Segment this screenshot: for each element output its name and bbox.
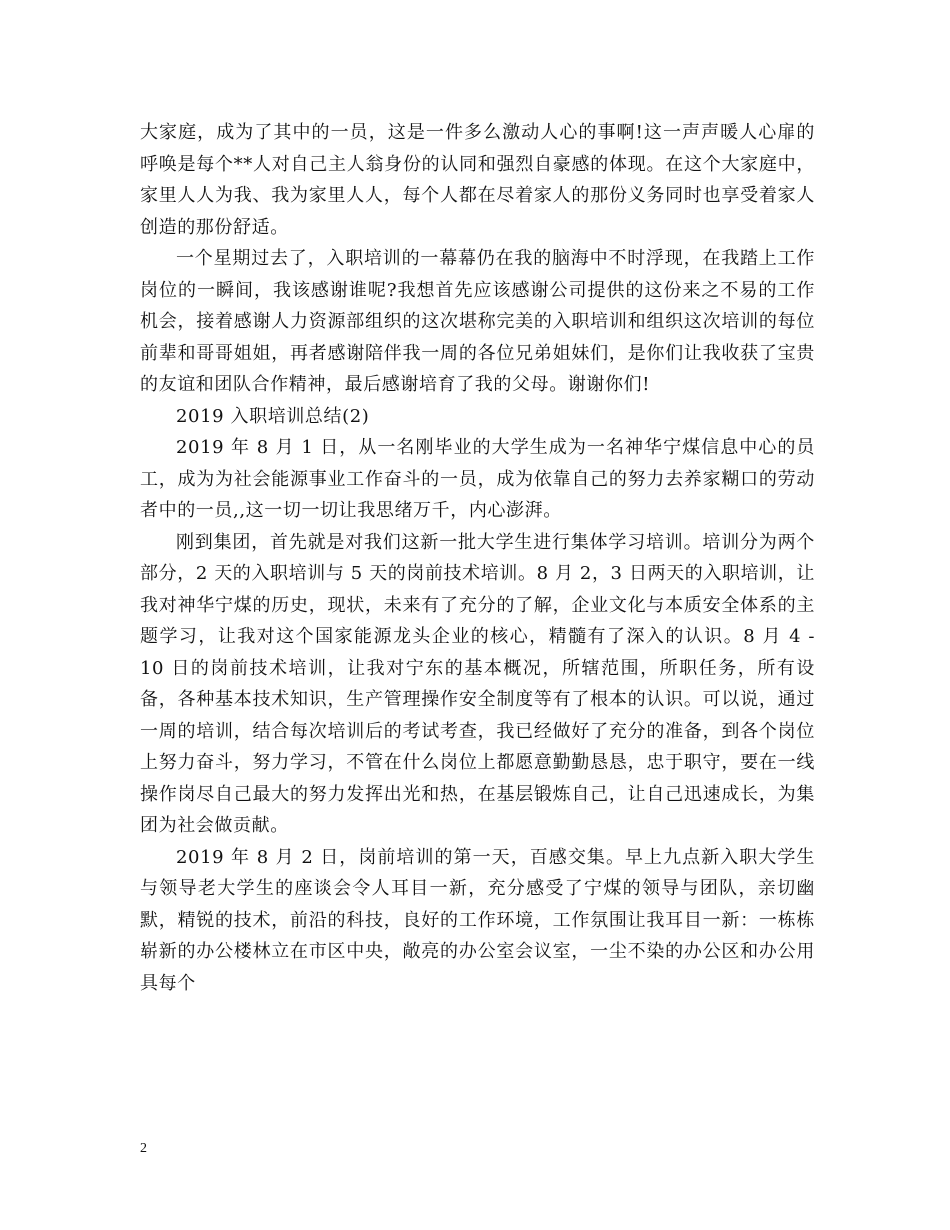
paragraph-aug-2: 2019 年 8 月 2 日，岗前培训的第一天，百感交集。早上九点新入职大学生与领导老大学生的座谈会令人耳目一新，充分感受了宁煤的领导与团队，亲切幽默，精锐的技术，前沿的科技，良好的工作环境，工作氛围让我耳目一新：一栋栋崭新的办公楼林立在市区中央，敞亮的办公室会议室，一尘不染的办公区和办公用具每个	[140, 846, 815, 994]
section-heading: 2019 入职培训总结(2)	[176, 405, 370, 427]
paragraph-thanks: 一个星期过去了，入职培训的一幕幕仍在我的脑海中不时浮现，在我踏上工作岗位的一瞬间，我该感谢谁呢?我想首先应该感谢公司提供的这份来之不易的工作机会，接着感谢人力资源部组织的这次堪称完美的入职培训和组织这次培训的每位前辈和哥哥姐姐，再者感谢陪伴我一周的各位兄弟姐妹们，是你们让我收获了宝贵的友谊和团队合作精神，最后感谢培育了我的父母。谢谢你们!	[140, 248, 815, 395]
document-body	[140, 117, 815, 999]
paragraph-continuation: 大家庭，成为了其中的一员，这是一件多么激动人心的事啊!这一声声暖人心扉的呼唤是每个**人对自己主人翁身份的认同和强烈自豪感的体现。在这个大家庭中，家里人人为我、我为家里人人，每个人都在尽着家人的那份义务同时也享受着家人创造的那份舒适。	[140, 122, 815, 238]
paragraph-training: 刚到集团，首先就是对我们这新一批大学生进行集体学习培训。培训分为两个部分，2 天的入职培训与 5 天的岗前技术培训。8 月 2，3 日两天的入职培训，让我对神华宁煤的历史，现状，未来有了充分的了解，企业文化与本质安全体系的主题学习，让我对这个国家能源龙头企业的核心，精髓有了深入的认识。8 月 4 - 10 日的岗前技术培训，让我对宁东的基本概况，所辖范围，所职任务，所有设备，各种基本技术知识，生产管理操作安全制度等有了根本的认识。可以说，通过一周的培训，结合每次培训后的考试考查，我已经做好了充分的准备，到各个岗位上努力奋斗，努力学习，不管在什么岗位上都愿意勤勤恳恳，忠于职守，要在一线操作岗尽自己最大的努力发挥出光和热，在基层锻炼自己，让自己迅速成长，为集团为社会做贡献。	[140, 531, 815, 836]
paragraph-aug-1: 2019 年 8 月 1 日，从一名刚毕业的大学生成为一名神华宁煤信息中心的员工，成为为社会能源事业工作奋斗的一员，成为依靠自己的努力去养家糊口的劳动者中的一员,,这一切一切让我思绪万千，内心澎湃。	[140, 437, 815, 521]
page-number: 2	[140, 1141, 147, 1156]
